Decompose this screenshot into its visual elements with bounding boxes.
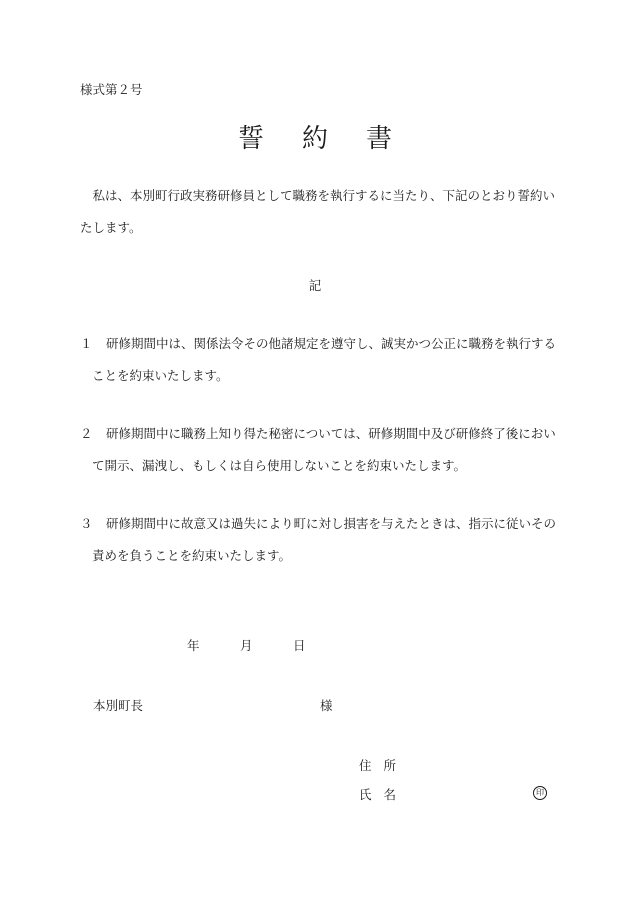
addressee: 本別町長 [93, 698, 144, 713]
pledge-item-1 [80, 328, 560, 392]
date-month-label: 月 [240, 638, 253, 653]
document-title: 誓約書 [237, 124, 430, 154]
pledge-item-text: 研修期間中に故意又は過失により町に対し損害を与えたときは、指示に従いその責めを負うことを約束いたします。 [92, 516, 557, 563]
preamble-text: 私は、本別町行政実務研修員として職務を執行するに当たり、下記のとおり誓約いたします。 [80, 188, 556, 235]
pledge-item-text: 研修期間中は、関係法令その他諸規定を遵守し、誠実かつ公正に職務を執行することを約束いたします。 [92, 336, 557, 383]
pledge-item-text: 研修期間中に職務上知り得た秘密については、研修期間中及び研修終了後において開示、漏洩し、もしくは自ら使用しないことを約束いたします。 [92, 426, 556, 473]
ki-heading: 記 [308, 278, 322, 293]
pledge-item-number: ２ [80, 426, 93, 441]
pledge-item-3 [80, 508, 560, 572]
pledge-item-number: ３ [80, 516, 93, 531]
form-number: 様式第２号 [80, 82, 143, 97]
pledge-item-number: １ [80, 336, 93, 351]
honorific: 様 [320, 698, 333, 713]
seal-mark-icon: 印 [533, 786, 547, 800]
pledge-item-2 [80, 418, 560, 482]
address-label: 住所 [359, 758, 409, 773]
date-year-label: 年 [187, 638, 200, 653]
name-label: 氏名 [359, 787, 409, 802]
date-day-label: 日 [293, 638, 306, 653]
